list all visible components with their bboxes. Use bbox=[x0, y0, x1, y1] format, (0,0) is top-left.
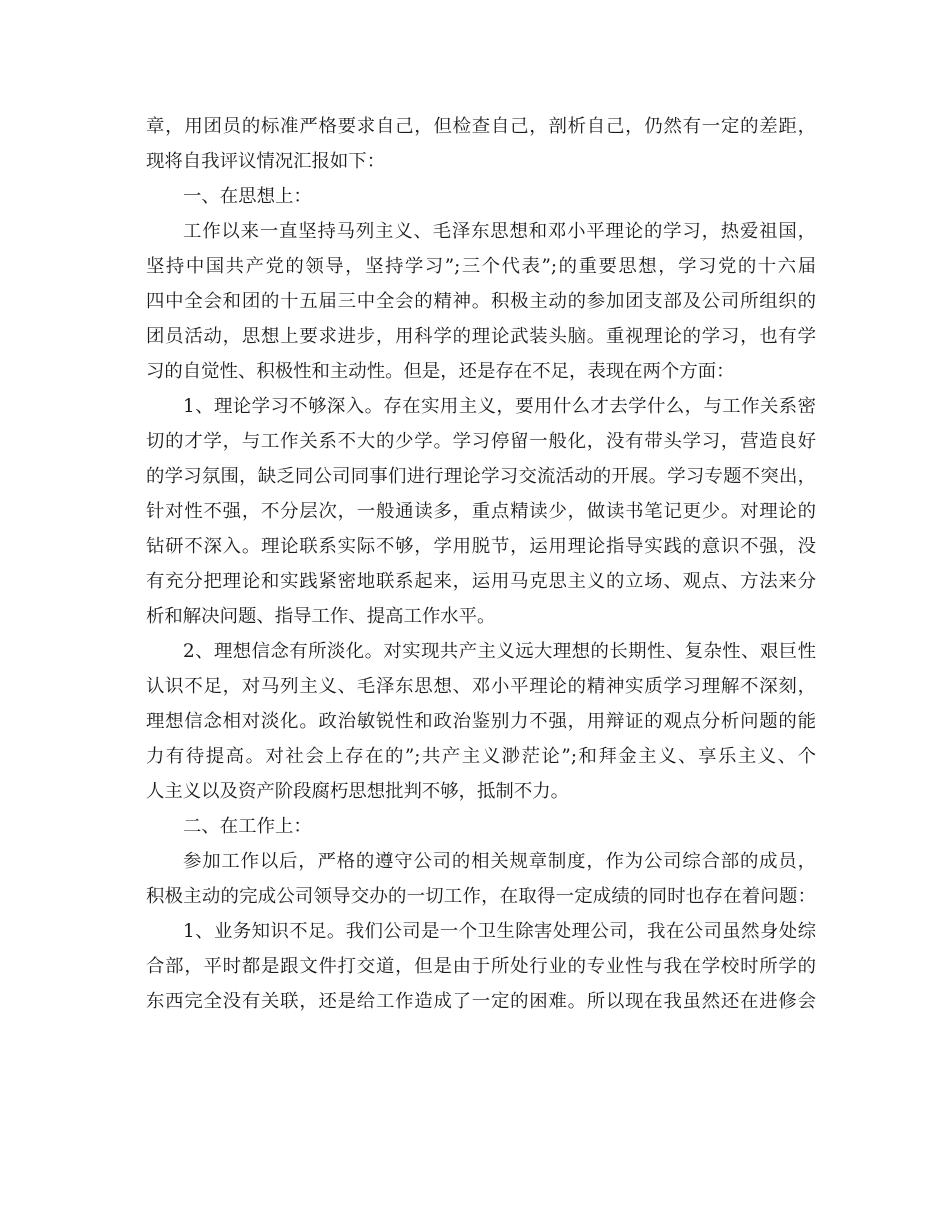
document-body bbox=[146, 109, 816, 1019]
paragraph-line: 东西完全没有关联，还是给工作造成了一定的困难。所以现在我虽然还在进修会 bbox=[146, 991, 816, 1012]
paragraph-line: 习的自觉性、积极性和主动性。但是，还是存在不足，表现在两个方面： bbox=[146, 361, 735, 382]
paragraph-line: 的学习氛围，缺乏同公司同事们进行理论学习交流活动的开展。学习专题不突出， bbox=[146, 466, 816, 487]
paragraph-line: 人主义以及资产阶段腐朽思想批判不够，抵制不力。 bbox=[146, 781, 569, 802]
paragraph-line: 有充分把理论和实践紧密地联系起来，运用马克思主义的立场、观点、方法来分 bbox=[146, 571, 816, 592]
paragraph-line: 针对性不强，不分层次，一般通读多，重点精读少，做读书笔记更少。对理论的 bbox=[146, 501, 816, 522]
paragraph-line: 1、理论学习不够深入。存在实用主义，要用什么才去学什么，与工作关系密 bbox=[183, 396, 816, 417]
section-heading: 二、在工作上： bbox=[183, 816, 312, 837]
paragraph-line: 1、业务知识不足。我们公司是一个卫生除害处理公司，我在公司虽然身处综 bbox=[183, 921, 816, 942]
paragraph-line: 2、理想信念有所淡化。对实现共产主义远大理想的长期性、复杂性、艰巨性 bbox=[183, 641, 816, 662]
section-heading: 一、在思想上： bbox=[183, 186, 312, 207]
paragraph-line: 四中全会和团的十五届三中全会的精神。积极主动的参加团支部及公司所组织的 bbox=[146, 291, 816, 312]
paragraph-line: 现将自我评议情况汇报如下： bbox=[146, 151, 386, 172]
paragraph-line: 析和解决问题、指导工作、提高工作水平。 bbox=[146, 606, 496, 627]
paragraph-line: 工作以来一直坚持马列主义、毛泽东思想和邓小平理论的学习，热爱祖国， bbox=[183, 221, 816, 242]
paragraph-line: 参加工作以后，严格的遵守公司的相关规章制度，作为公司综合部的成员， bbox=[183, 851, 816, 872]
paragraph-line: 切的才学，与工作关系不大的少学。学习停留一般化，没有带头学习，营造良好 bbox=[146, 431, 816, 452]
paragraph-line: 力有待提高。对社会上存在的”;共产主义渺茫论”;和拜金主义、享乐主义、个 bbox=[146, 746, 816, 767]
paragraph-line: 团员活动，思想上要求进步，用科学的理论武装头脑。重视理论的学习，也有学 bbox=[146, 326, 816, 347]
paragraph-line: 理想信念相对淡化。政治敏锐性和政治鉴别力不强，用辩证的观点分析问题的能 bbox=[146, 711, 816, 732]
paragraph-line: 认识不足，对马列主义、毛泽东思想、邓小平理论的精神实质学习理解不深刻， bbox=[146, 676, 816, 697]
paragraph-line: 积极主动的完成公司领导交办的一切工作，在取得一定成绩的同时也存在着问题： bbox=[146, 886, 816, 907]
paragraph-line: 钻研不深入。理论联系实际不够，学用脱节，运用理论指导实践的意识不强，没 bbox=[146, 536, 816, 557]
paragraph-line: 章，用团员的标准严格要求自己，但检查自己，剖析自己，仍然有一定的差距， bbox=[146, 116, 816, 137]
paragraph-line: 合部，平时都是跟文件打交道，但是由于所处行业的专业性与我在学校时所学的 bbox=[146, 956, 816, 977]
paragraph-line: 坚持中国共产党的领导，坚持学习”;三个代表”;的重要思想，学习党的十六届 bbox=[146, 256, 816, 277]
